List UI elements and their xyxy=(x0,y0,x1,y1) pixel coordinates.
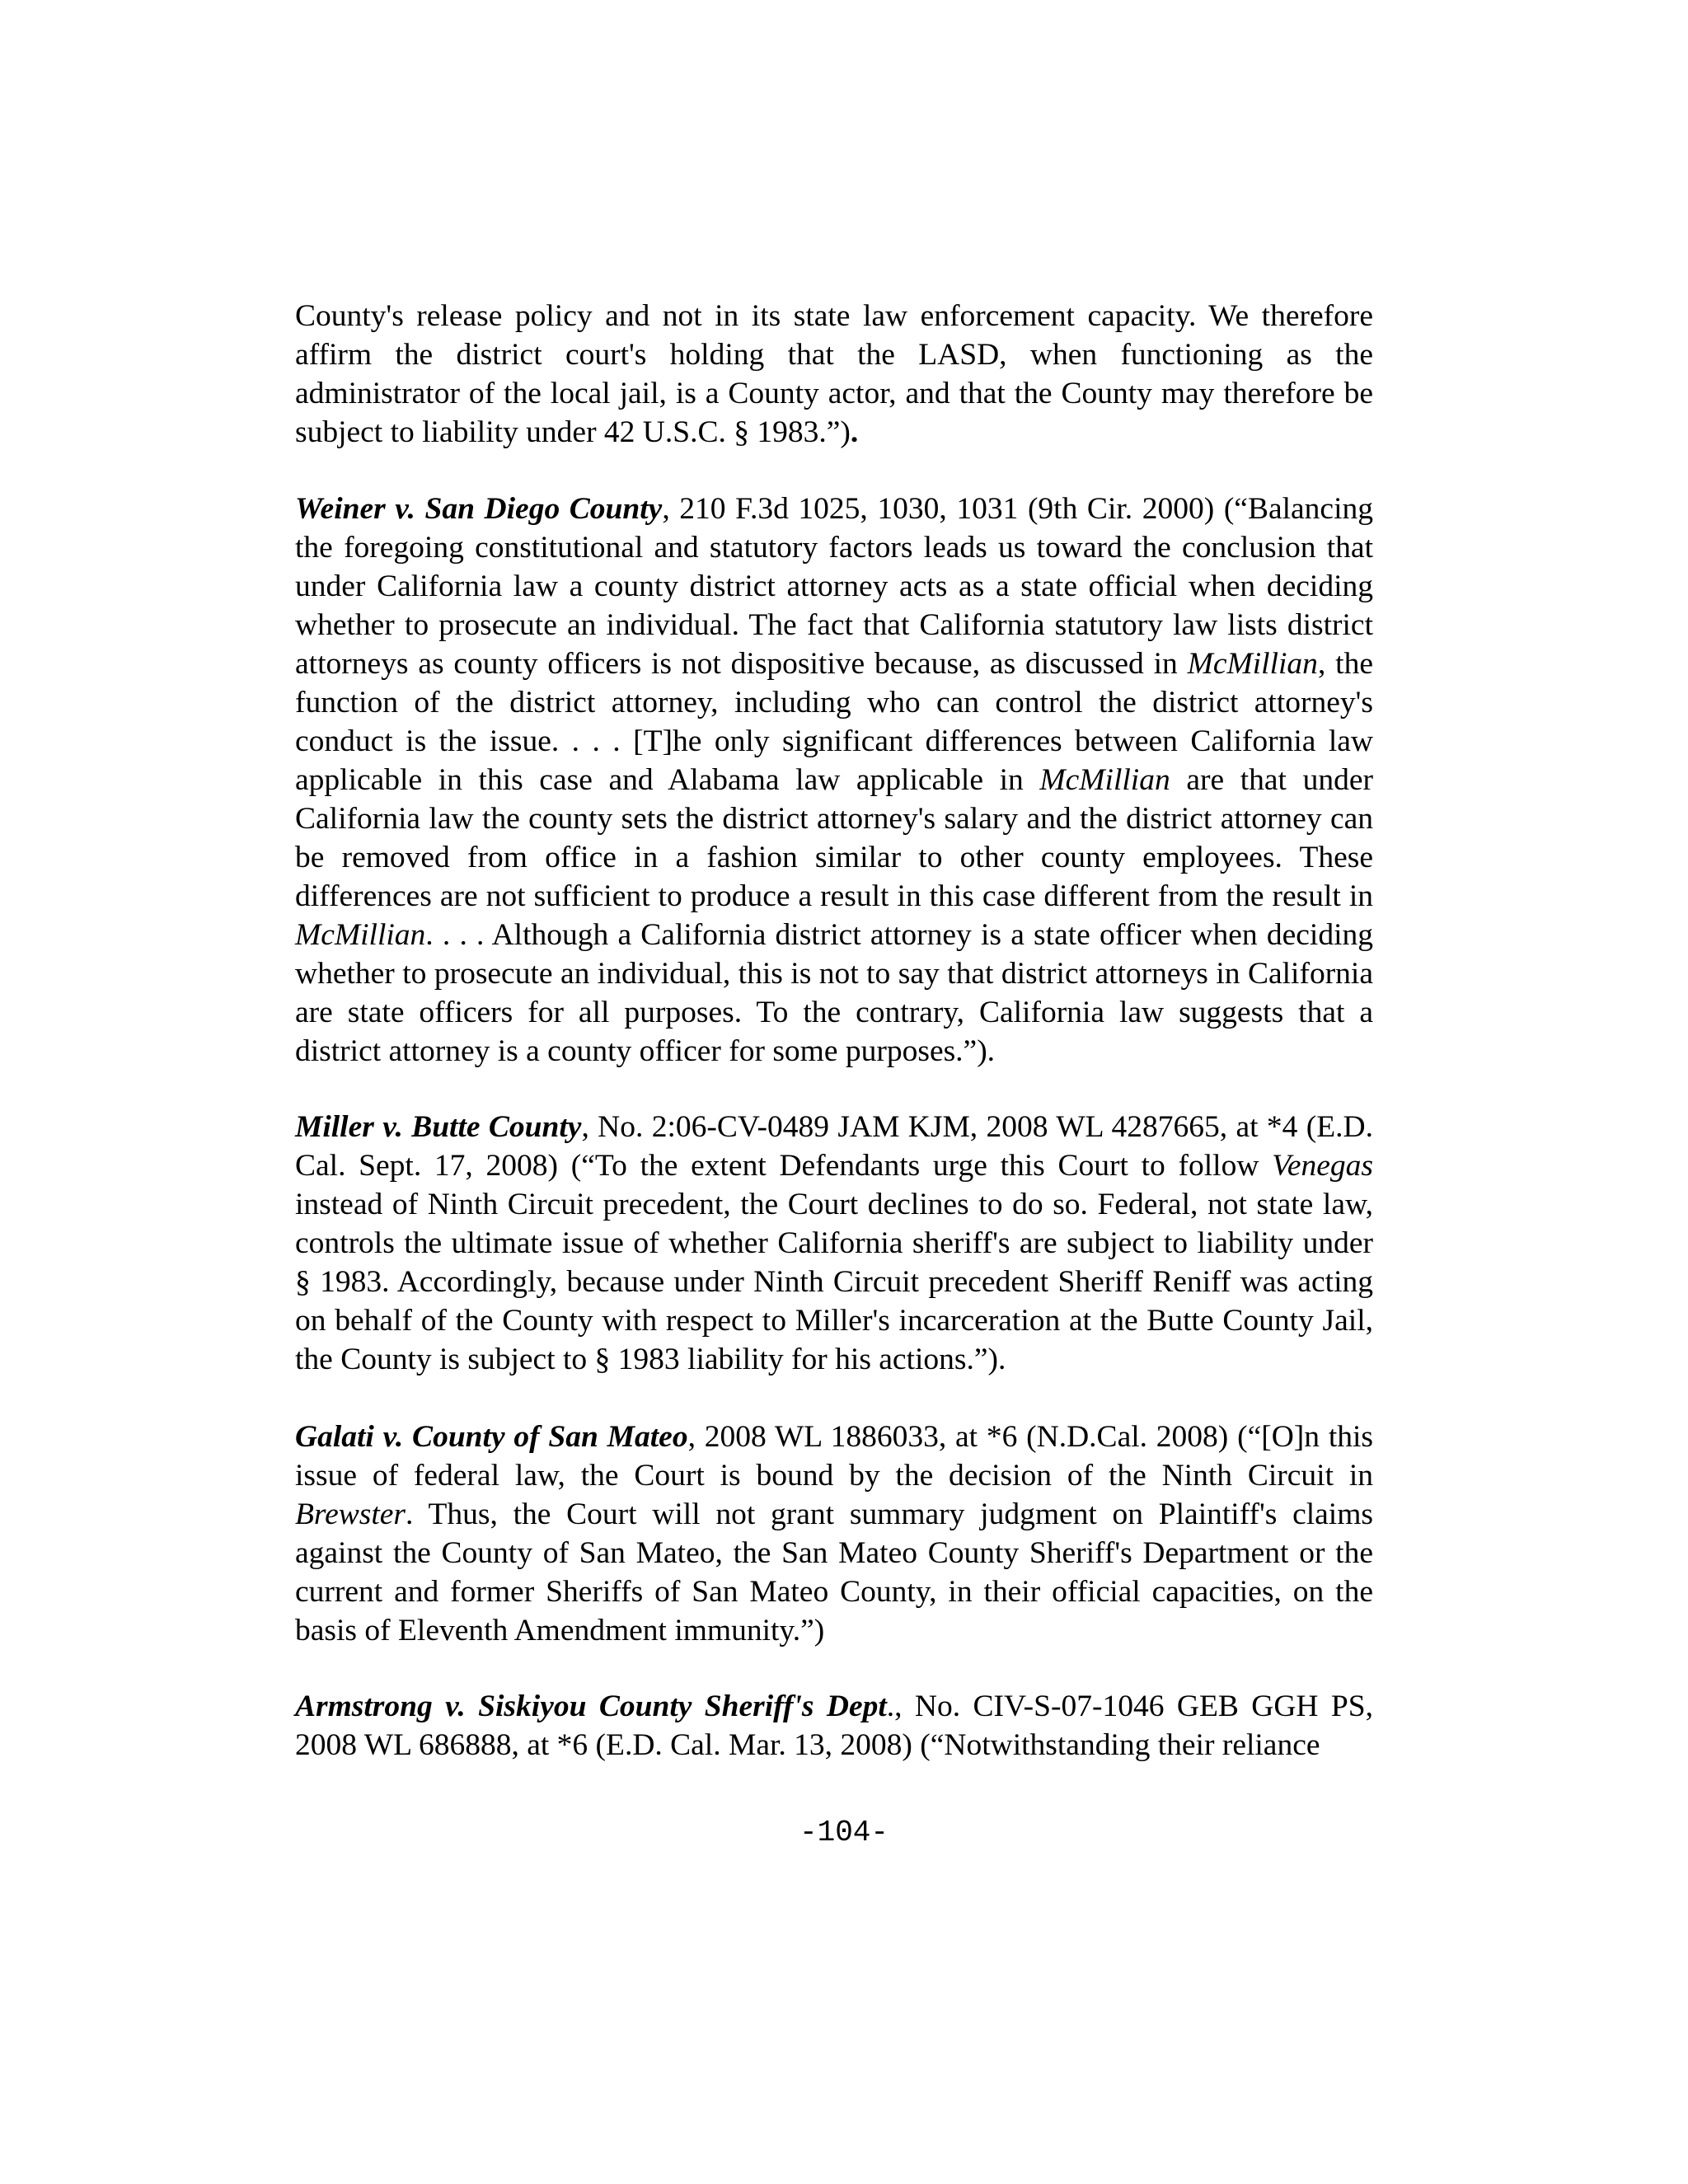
case-reference: McMillian xyxy=(1187,647,1318,681)
citation-weiner xyxy=(295,490,1373,1071)
case-reference: McMillian xyxy=(295,918,426,952)
citation-text: , 2008 WL 1886033, at *6 (N.D.Cal. 2008) (“[O]n this issue of federal law, the Court is bound by the decision of the Ninth Circuit in xyxy=(295,1420,1373,1493)
citation-text: instead of Ninth Circuit precedent, the Court declines to do so. Federal, not state law, controls the ultimate issue of whether California sheriff's are subject to liability under § 1983. Accordingly, because under Ninth Circuit precedent Sheriff Reniff was acting on behalf of the County with respect to Miller's incarceration at the Butte County Jail, the County is subject to § 1983 liability for his actions.”). xyxy=(295,1188,1373,1376)
citation-miller xyxy=(295,1108,1373,1379)
case-name: Galati v. County of San Mateo xyxy=(295,1420,688,1454)
citation-text: , 210 F.3d 1025, 1030, 1031 (9th Cir. 2000) (“Balancing the foregoing constitutional and statutory factors leads us toward the conclusion that under California law a county district attorney acts as a state official when deciding whether to prosecute an individual. The fact that California statutory law lists district attorneys as county officers is not dispositive because, as discussed in xyxy=(295,492,1373,681)
case-name: Weiner v. San Diego County xyxy=(295,492,663,526)
case-reference: McMillian xyxy=(1039,763,1170,797)
citation-text: . Thus, the Court will not grant summary judgment on Plaintiff's claims against the County of San Mateo, the San Mateo County Sheriff's Department or the current and former Sheriffs of San Mateo County, in their official capacities, on the basis of Eleventh Amendment immunity.”) xyxy=(295,1497,1373,1647)
citation-text: , the function of the district attorney, including who can control the district attorney's conduct is the issue. . . . [T]he only significant differences between California law applicable in this case and Alabama law applicable in xyxy=(295,647,1373,797)
case-name: Miller v. Butte County xyxy=(295,1110,582,1144)
paragraph-text: County's release policy and not in its state law enforcement capacity. We therefore affirm the district court's holding that the LASD, when functioning as the administrator of the local jail, is a County actor, and that the County may therefore be subject to liability under 42 U.S.C. § 1983.”) xyxy=(295,299,1373,449)
citation-text: are that under California law the county sets the district attorney's salary and the district attorney can be removed from office in a fashion similar to other county employees. These differences are not sufficient to produce a result in this case different from the result in xyxy=(295,763,1373,913)
citation-text: ., No. CIV-S-07-1046 GEB GGH PS, 2008 WL 686888, at *6 (E.D. Cal. Mar. 13, 2008) (“Notwithstanding their reliance xyxy=(295,1690,1374,1762)
case-reference: Brewster xyxy=(295,1497,406,1531)
citation-text: . . . . Although a California district attorney is a state officer when deciding whether to prosecute an individual, this is not to say that district attorneys in California are state officers for all purposes. To the contrary, California law suggests that a district attorney is a county officer for some purposes.”). xyxy=(295,918,1373,1068)
citation-galati xyxy=(295,1418,1373,1650)
paragraph-end-period: . xyxy=(850,415,859,449)
paragraph-continuation xyxy=(295,297,1373,452)
citation-armstrong xyxy=(295,1687,1373,1765)
case-reference: Venegas xyxy=(1272,1149,1373,1183)
page-number: -104- xyxy=(799,1816,889,1849)
citation-text: , No. 2:06-CV-0489 JAM KJM, 2008 WL 4287665, at *4 (E.D. Cal. Sept. 17, 2008) (“To the extent Defendants urge this Court to follow xyxy=(295,1110,1373,1183)
case-name: Armstrong v. Siskiyou County Sheriff's Dept xyxy=(295,1690,887,1723)
